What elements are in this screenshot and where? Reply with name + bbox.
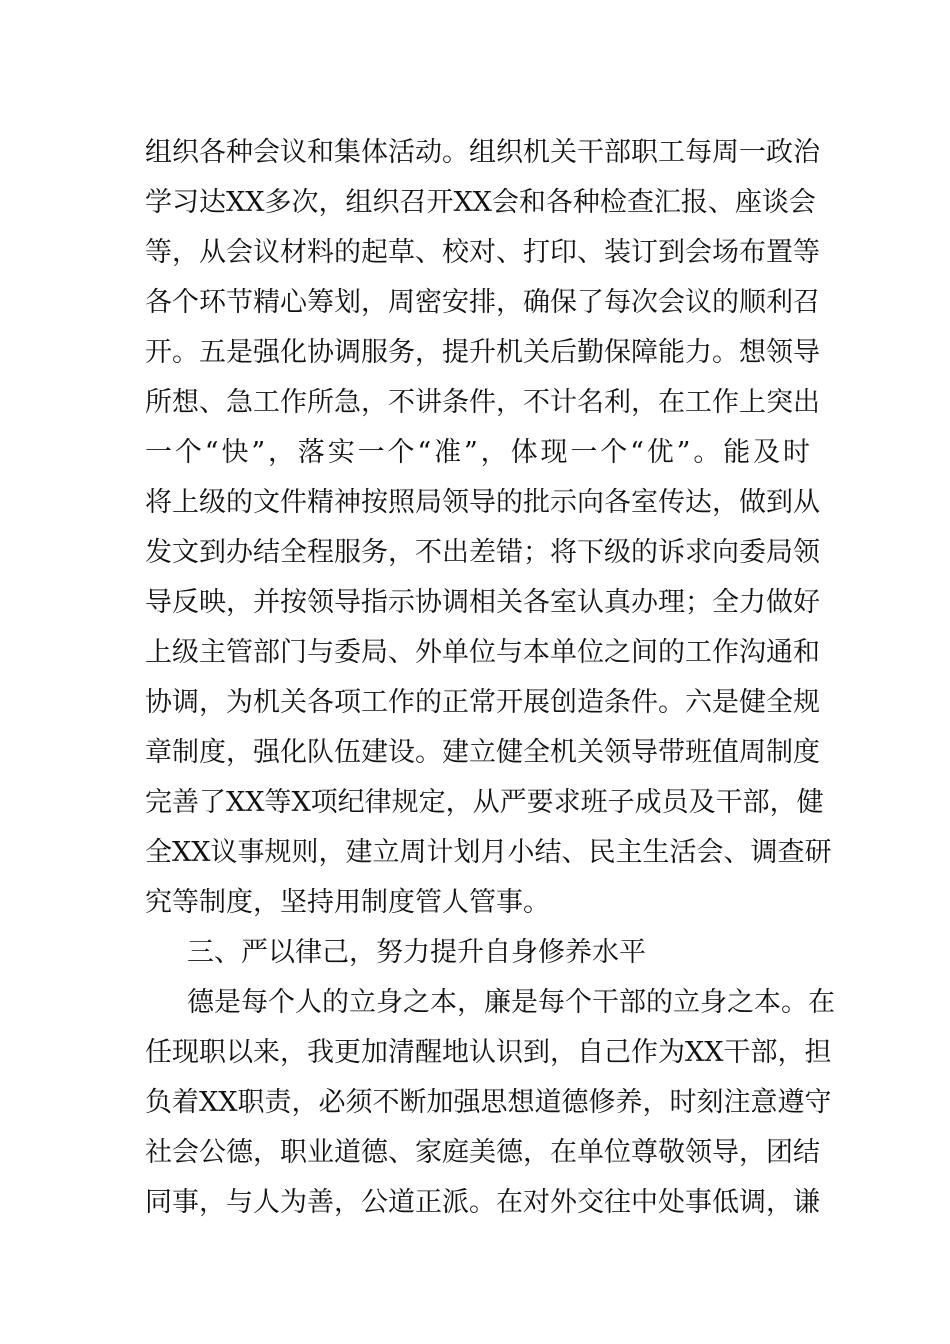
text-line: 学习达XX多次，组织召开XX会和各种检查汇报、座谈会 xyxy=(145,187,816,218)
text-line: 同事，与人为善，公道正派。在对外交往中处事低调，谦 xyxy=(145,1187,820,1218)
text-line: 各个环节精心筹划，周密安排，确保了每次会议的顺利召 xyxy=(145,287,820,318)
text-line: 任现职以来，我更加清醒地认识到，自己作为XX干部，担 xyxy=(145,1037,832,1068)
text-line: 负着XX职责，必须不断加强思想道德修养，时刻注意遵守 xyxy=(145,1087,832,1118)
text-line: 社会公德，职业道德、家庭美德，在单位尊敬领导，团结 xyxy=(145,1137,820,1168)
text-line: 上级主管部门与委局、外单位与本单位之间的工作沟通和 xyxy=(145,637,820,668)
text-line: 协调，为机关各项工作的正常开展创造条件。六是健全规 xyxy=(145,687,820,718)
document-body xyxy=(145,128,835,1228)
text-line: 全XX议事规则，建立周计划月小结、民主生活会、调查研 xyxy=(145,837,832,868)
text-line: 开。五是强化协调服务，提升机关后勤保障能力。想领导 xyxy=(145,337,820,368)
text-line: 发文到办结全程服务，不出差错；将下级的诉求向委局领 xyxy=(145,537,820,568)
text-line: 等，从会议材料的起草、校对、打印、装订到会场布置等 xyxy=(145,237,820,268)
paragraph-end-line: 究等制度，坚持用制度管人管事。 xyxy=(145,887,550,918)
text-line: 完善了XX等X项纪律规定，从严要求班子成员及干部，健 xyxy=(145,787,824,818)
text-line: 章制度，强化队伍建设。建立健全机关领导带班值周制度 xyxy=(145,737,820,768)
text-line: 一个“快”，落实一个“准”，体现一个“优”。能及时 xyxy=(145,437,810,468)
text-line: 所想、急工作所急，不讲条件，不计名利，在工作上突出 xyxy=(145,387,820,418)
text-line: 组织各种会议和集体活动。组织机关干部职工每周一政治 xyxy=(145,137,820,168)
text-line: 将上级的文件精神按照局领导的批示向各室传达，做到从 xyxy=(145,487,820,518)
text-line: 导反映，并按领导指示协调相关各室认真办理；全力做好 xyxy=(145,587,820,618)
paragraph-first-line: 德是每个人的立身之本，廉是每个干部的立身之本。在 xyxy=(187,987,835,1018)
section-heading: 三、严以律己，努力提升自身修养水平 xyxy=(187,937,646,968)
